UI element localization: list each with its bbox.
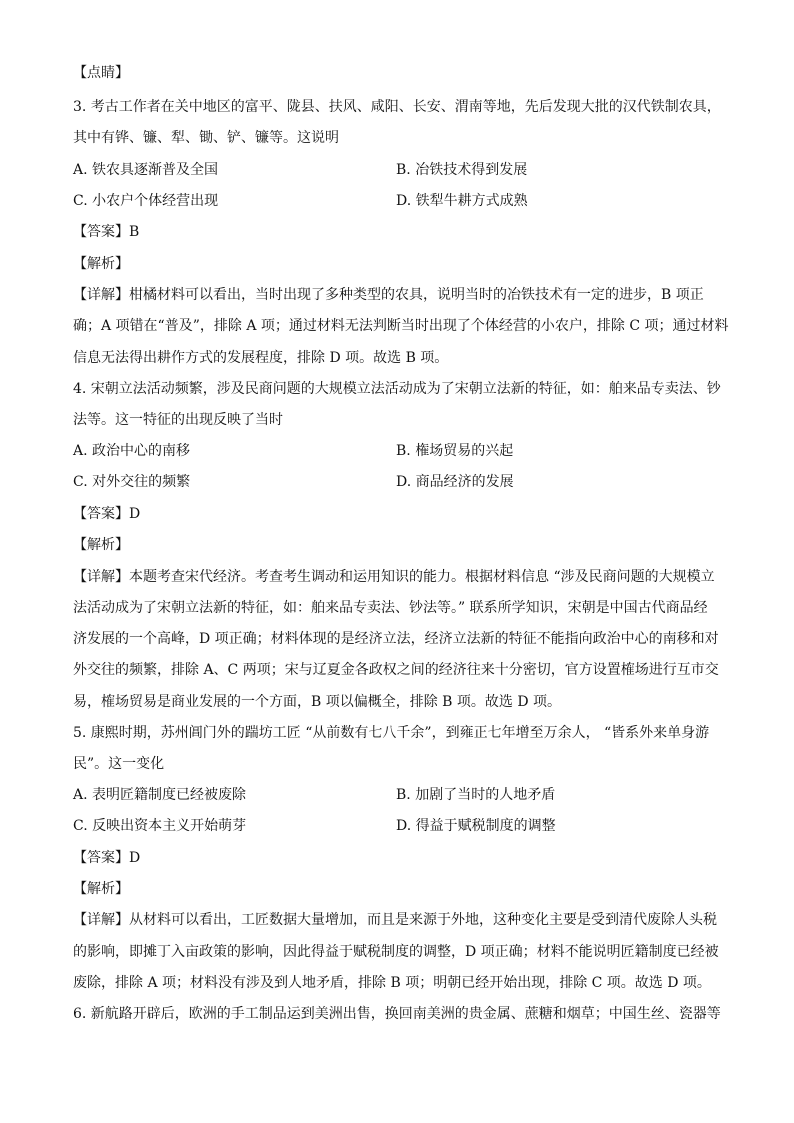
q4-option-c: C. 对外交往的频繁 xyxy=(73,474,191,490)
q3-option-a: A. 铁农具逐渐普及全国 xyxy=(73,162,219,178)
q4-detail-line3: 济发展的一个高峰，D 项正确；材料体现的是经济立法，经济立法新的特征不能指向政治中心的南移和对 xyxy=(73,631,719,647)
q5-detail-line2: 的影响，即摊丁入亩政策的影响，因此得益于赋税制度的调整，D 项正确；材料不能说明匠籍制度已经被 xyxy=(73,944,719,960)
q4-detail-line1: 【详解】本题考查宋代经济。考查考生调动和运用知识的能力。根据材料信息 “涉及民商问题的大规模立 xyxy=(73,569,715,585)
q4-option-d: D. 商品经济的发展 xyxy=(396,474,514,490)
q5-option-d: D. 得益于赋税制度的调整 xyxy=(396,818,556,834)
q5-detail-line3: 废除，排除 A 项；材料没有涉及到人地矛盾，排除 B 项；明朝已经开始出现，排除 C 项。故选 D 项。 xyxy=(73,975,711,991)
q5-answer: 【答案】D xyxy=(73,850,141,866)
q4-analysis-label: 【解析】 xyxy=(73,537,129,553)
q3-option-b: B. 冶铁技术得到发展 xyxy=(396,162,528,178)
q6-stem-line1: 6. 新航路开辟后，欧洲的手工制品运到美洲出售，换回南美洲的贵金属、蔗糖和烟草；中国生丝、瓷器等 xyxy=(73,1006,721,1022)
q4-answer: 【答案】D xyxy=(73,506,141,522)
q5-detail-line1: 【详解】从材料可以看出，工匠数据大量增加，而且是来源于外地，这种变化主要是受到清代废除人头税 xyxy=(73,912,717,928)
q3-analysis-label: 【解析】 xyxy=(73,256,129,272)
q3-detail-line3: 信息无法得出耕作方式的发展程度，排除 D 项。故选 B 项。 xyxy=(73,350,449,366)
q5-stem-line2: 民”。这一变化 xyxy=(73,756,165,772)
q3-detail-line1: 【详解】柑橘材料可以看出，当时出现了多种类型的农具，说明当时的冶铁技术有一定的进步，B 项正 xyxy=(73,287,704,303)
q5-stem-line1: 5. 康熙时期，苏州阊门外的踹坊工匠 “从前数有七八千余”，到雍正七年增至万余人， “皆系外来单身游 xyxy=(73,725,710,741)
q3-stem-line1: 3. 考古工作者在关中地区的富平、陇县、扶风、咸阳、长安、渭南等地，先后发现大批的汉代铁制农具， xyxy=(73,99,721,115)
q4-stem-line1: 4. 宋朝立法活动频繁，涉及民商问题的大规模立法活动成为了宋朝立法新的特征，如：舶来品专卖法、钞 xyxy=(73,381,721,397)
q4-detail-line4: 外交往的频繁，排除 A、C 两项；宋与辽夏金各政权之间的经济往来十分密切，官方设置榷场进行互市交 xyxy=(73,662,719,678)
q4-detail-line5: 易，榷场贸易是商业发展的一个方面，B 项以偏概全，排除 B 项。故选 D 项。 xyxy=(73,694,562,710)
dianjing-label: 【点睛】 xyxy=(73,65,129,81)
q4-detail-line2: 法活动成为了宋朝立法新的特征，如：舶来品专卖法、钞法等。” 联系所学知识，宋朝是中国古代商品经 xyxy=(73,600,708,616)
q5-analysis-label: 【解析】 xyxy=(73,881,129,897)
q3-answer: 【答案】B xyxy=(73,224,140,240)
q5-option-a: A. 表明匠籍制度已经被废除 xyxy=(73,787,247,803)
q4-option-a: A. 政治中心的南移 xyxy=(73,443,191,459)
q3-option-d: D. 铁犁牛耕方式成熟 xyxy=(396,193,528,209)
q4-stem-line2: 法等。这一特征的出现反映了当时 xyxy=(73,412,283,428)
q5-option-b: B. 加剧了当时的人地矛盾 xyxy=(396,787,556,803)
q4-option-b: B. 権场贸易的兴起 xyxy=(396,443,514,459)
q3-option-c: C. 小农户个体经营出现 xyxy=(73,193,219,209)
q3-stem-line2: 其中有铧、镰、犁、锄、铲、镰等。这说明 xyxy=(73,130,339,146)
q5-option-c: C. 反映出资本主义开始萌芽 xyxy=(73,818,247,834)
q3-detail-line2: 确；A 项错在“普及”，排除 A 项；通过材料无法判断当时出现了个体经营的小农户，排除 C 项；通过材料 xyxy=(73,318,729,334)
